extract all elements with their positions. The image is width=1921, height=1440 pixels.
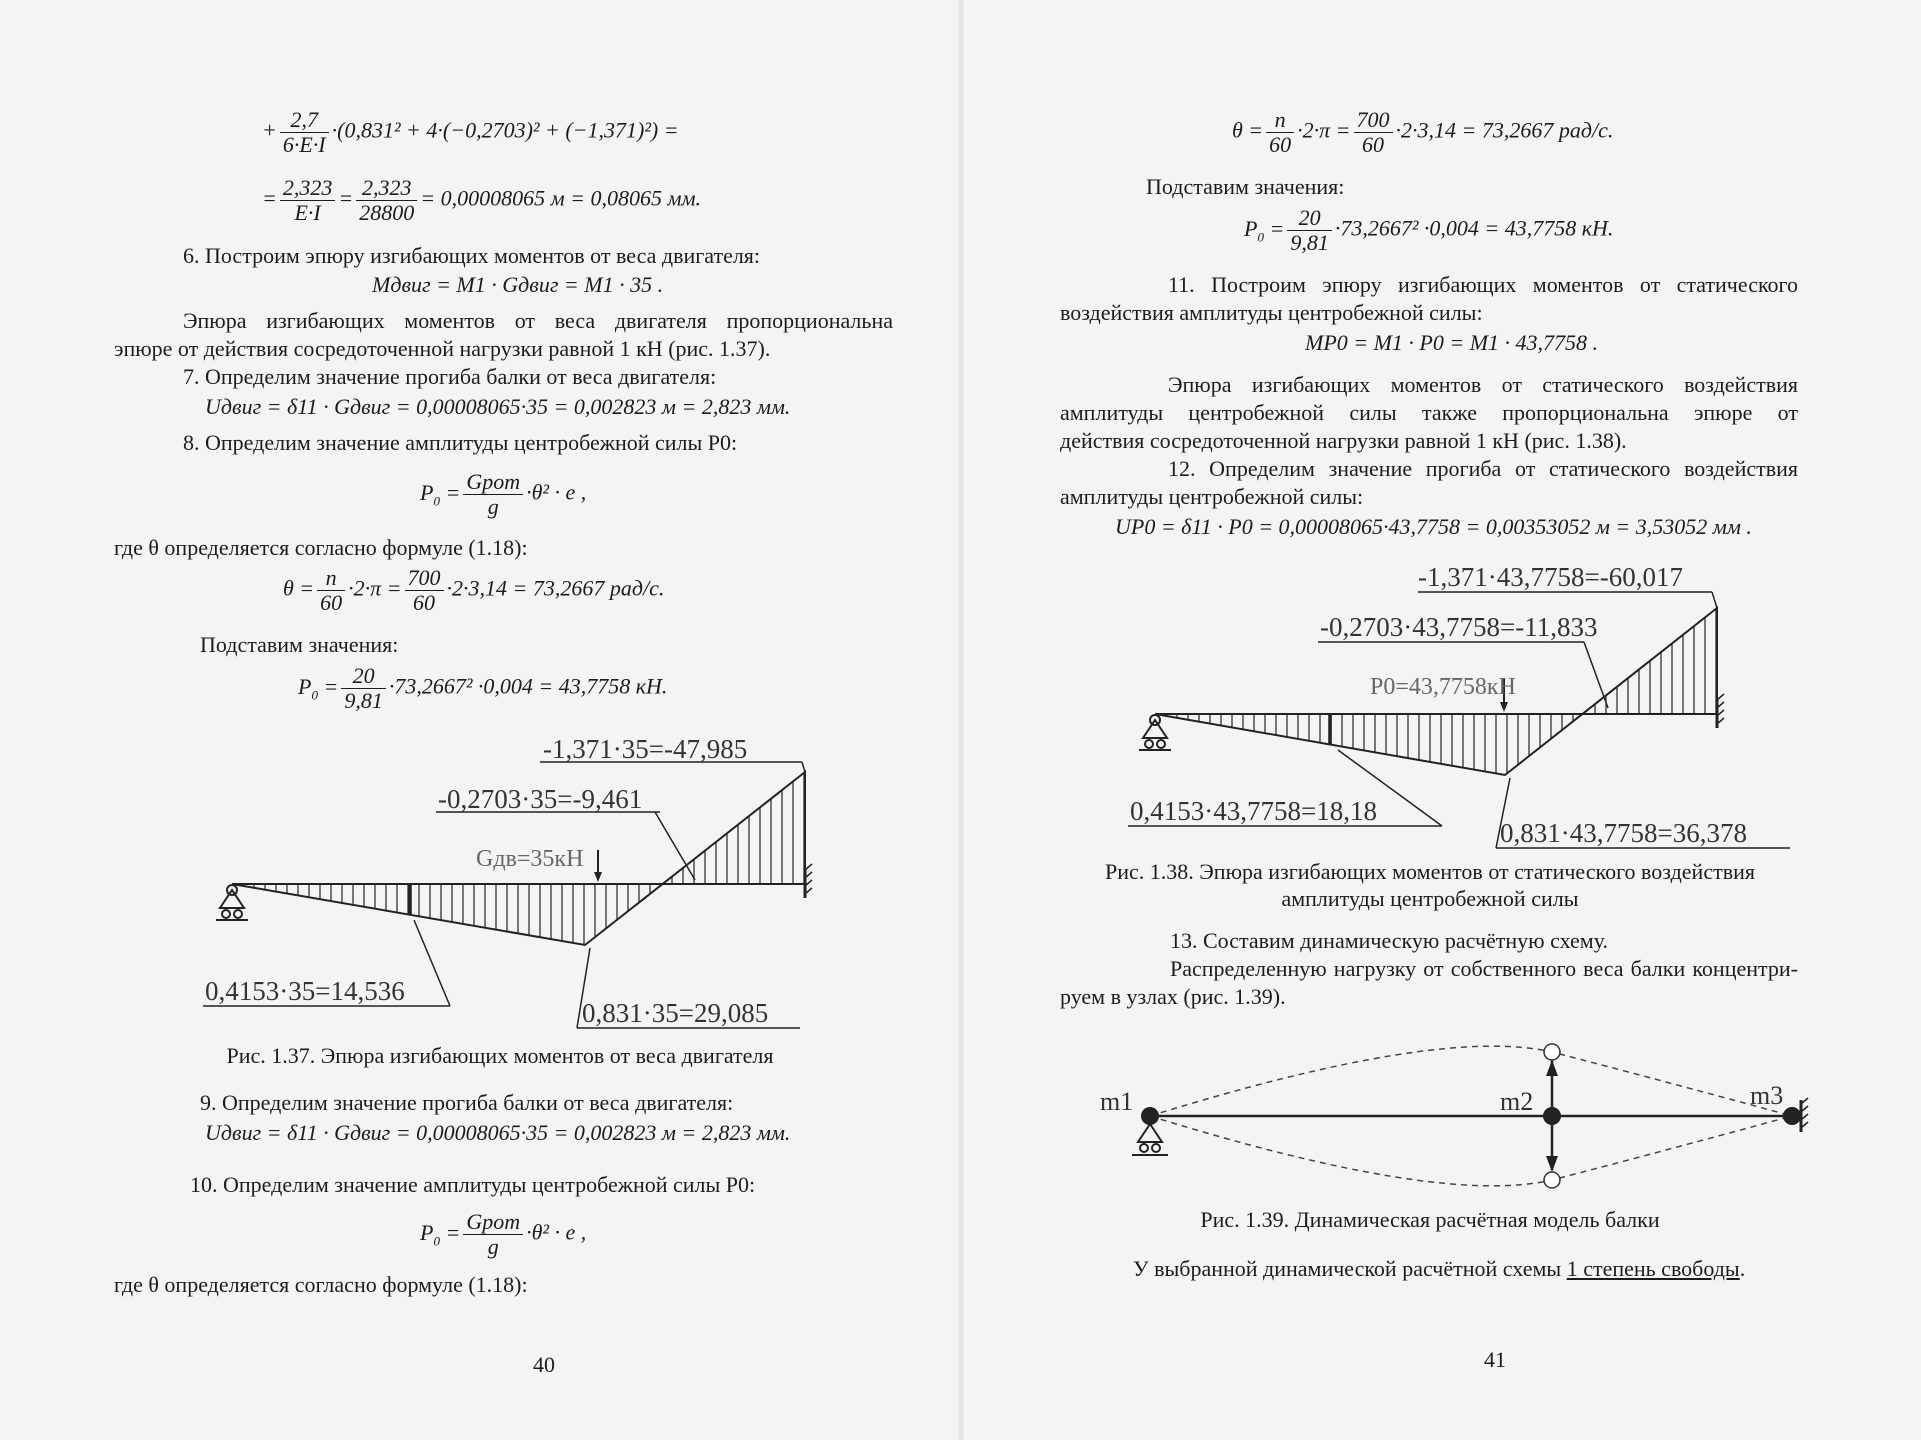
label-m2: m2 [1500, 1087, 1534, 1116]
right-page [960, 0, 1921, 1440]
page-number-left: 40 [533, 1352, 555, 1377]
item-10: 10. Определим значение амплитуды центробежной силы P0: [190, 1172, 756, 1197]
label-mid-1-37: -0,2703·35=-9,461 [438, 784, 643, 814]
label-mid-1-38: -0,2703·43,7758=-11,833 [1320, 612, 1598, 642]
item-8: 8. Определим значение амплитуды центробежной силы P0: [183, 430, 738, 455]
node-m3 [1783, 1107, 1801, 1125]
paragraph-2-line1: Эпюра изгибающих моментов от статического воздействия [1168, 372, 1798, 397]
formula-p0-value-1: $P_0$ = $\frac{20}{9,81}$ ·73,2667² ·0,004 = 43,7758 кН. [298, 663, 668, 713]
formula-sum-line1: + $\frac{2,7}{6\cdot E\cdot I}$ ·(0,831² + 4·(−0,2703)² + (−1,371)²) = [262, 107, 679, 157]
paragraph-3-line1: Распределенную нагрузку от собственного веса балки концентри- [1170, 956, 1798, 981]
label-top-1-37: -1,371·35=-47,985 [543, 734, 748, 764]
mode-shape-lower [1150, 1116, 1792, 1186]
item-12-line2: амплитуды центробежной силы: [1060, 484, 1364, 509]
label-load-1-38: P0=43,7758кН [1370, 674, 1516, 700]
caption-1-38-line1: Рис. 1.38. Эпюра изгибающих моментов от статического воздействия [1105, 859, 1755, 884]
item-12-line1: 12. Определим значение прогиба от статического воздействия [1168, 456, 1798, 481]
paragraph-3-line2: руем в узлах (рис. 1.39). [1060, 984, 1286, 1009]
label-top-1-38: -1,371·43,7758=-60,017 [1418, 562, 1683, 592]
node-m2 [1543, 1107, 1561, 1125]
formula-p0-value-2: $P_0$ = $\frac{20}{9,81}$ ·73,2667² ·0,004 = 43,7758 кН. [1244, 205, 1614, 255]
leader-mid-diag-1-37 [655, 812, 695, 880]
where-theta-2: где θ определяется согласно формуле (1.18): [114, 1272, 528, 1297]
pin-support-1-39 [1132, 1124, 1168, 1155]
pin-support-1-37 [216, 885, 248, 920]
caption-1-39: Рис. 1.39. Динамическая расчётная модель балки [1200, 1207, 1660, 1232]
item-11-line1: 11. Построим эпюру изгибающих моментов от статического [1168, 272, 1798, 297]
item-6: 6. Построим эпюру изгибающих моментов от веса двигателя: [183, 243, 761, 268]
paragraph-1-line2: эпюре от действия сосредоточенной нагрузки равной 1 кН (рис. 1.37). [114, 336, 771, 361]
formula-u-p0: UP0 = δ11 · P0 = 0,00008065·43,7758 = 0,00353052 м = 3,53052 мм . [1115, 514, 1752, 539]
formula-theta-2: θ = $\frac{n}{60}$ ·2·π = $\frac{700}{60}$ ·2·3,14 = 73,2667 рад/с. [1232, 107, 1614, 157]
formula-u-dvig-2: Uдвиг = δ11 · Gдвиг = 0,00008065·35 = 0,002823 м = 2,823 мм. [205, 1120, 791, 1145]
leader-left-diag-1-37 [414, 920, 450, 1006]
formula-m-p0: MP0 = M1 · P0 = M1 · 43,7758 . [1305, 330, 1599, 355]
node-m2-lower-position [1544, 1172, 1560, 1188]
item-13: 13. Составим динамическую расчётную схему. [1170, 928, 1609, 953]
arrow-up-m2 [1546, 1060, 1558, 1076]
paragraph-2-line3: действия сосредоточенной нагрузки равной 1 кН (рис. 1.38). [1060, 428, 1627, 453]
label-right-1-38: 0,831·43,7758=36,378 [1500, 818, 1747, 848]
item-9: 9. Определим значение прогиба балки от веса двигателя: [200, 1090, 734, 1115]
node-m2-upper-position [1544, 1044, 1560, 1060]
left-page [0, 0, 960, 1440]
label-left-1-37: 0,4153·35=14,536 [205, 976, 405, 1006]
formula-sum-line2: = $\frac{2,323}{E\cdot I}$ = $\frac{2,323}{28800}$ = 0,00008065 м = 0,08065 мм. [262, 175, 702, 225]
final-sentence-text: У выбранной динамической расчётной схемы [1133, 1256, 1567, 1281]
paragraph-2-line2: амплитуды центробежной силы также пропорциональна эпюре от [1060, 400, 1798, 425]
label-right-1-37: 0,831·35=29,085 [582, 998, 769, 1028]
label-m1: m1 [1100, 1087, 1134, 1116]
caption-1-38-line2: амплитуды центробежной силы [1281, 886, 1579, 911]
formula-theta-1: θ = $\frac{n}{60}$ ·2·π = $\frac{700}{60}$ ·2·3,14 = 73,2667 рад/с. [283, 565, 665, 615]
item-11-line2: воздействия амплитуды центробежной силы: [1060, 300, 1483, 325]
item-7: 7. Определим значение прогиба балки от веса двигателя: [183, 364, 717, 389]
caption-1-37: Рис. 1.37. Эпюра изгибающих моментов от веса двигателя [226, 1043, 774, 1068]
degrees-of-freedom: 1 степень свободы [1566, 1256, 1740, 1281]
paragraph-1-line1: Эпюра изгибающих моментов от веса двигателя пропорциональна [183, 308, 893, 333]
label-m3: m3 [1750, 1081, 1784, 1110]
leader-top-tick-1-37 [802, 762, 805, 772]
where-theta-1: где θ определяется согласно формуле (1.18): [114, 535, 528, 560]
substitute-values-1: Подставим значения: [200, 632, 399, 657]
load-arrowhead-1-37 [594, 872, 602, 882]
formula-u-dvig: Uдвиг = δ11 · Gдвиг = 0,00008065·35 = 0,002823 м = 2,823 мм. [205, 394, 791, 419]
mode-shape-upper [1150, 1046, 1792, 1116]
arrow-down-m2 [1546, 1156, 1558, 1172]
label-load-1-37: Gдв=35кН [476, 846, 584, 872]
formula-m-dvig: Mдвиг = M1 · Gдвиг = M1 · 35 . [372, 272, 664, 297]
page-number-right: 41 [1484, 1347, 1506, 1372]
label-left-1-38: 0,4153·43,7758=18,18 [1130, 796, 1377, 826]
formula-p0: $P_0$ = $\frac{\text{Gрот}}{g}$ ·θ² · e , [420, 469, 587, 519]
formula-p0-2: $P_0$ = $\frac{\text{Gрот}}{g}$ ·θ² · e , [420, 1209, 587, 1259]
final-sentence [1133, 1256, 1745, 1282]
final-sentence-period: . [1739, 1256, 1746, 1281]
substitute-values-2: Подставим значения: [1146, 174, 1345, 199]
